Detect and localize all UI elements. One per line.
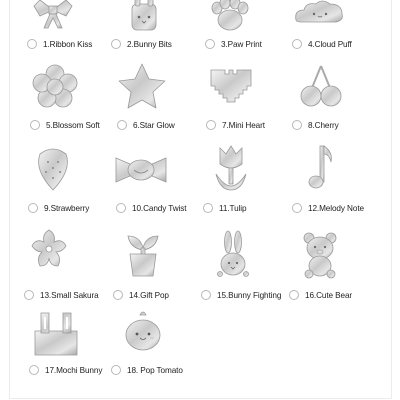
radio-button[interactable] (117, 120, 127, 130)
radio-button[interactable] (113, 290, 123, 300)
radio-button[interactable] (111, 39, 121, 49)
radio-button[interactable] (111, 365, 121, 375)
radio-button[interactable] (292, 203, 302, 213)
option-small-sakura[interactable] (24, 287, 99, 303)
star-charm-icon (107, 58, 177, 118)
option-label: 3.Paw Print (221, 39, 262, 49)
radio-button[interactable] (289, 290, 299, 300)
option-melody-note[interactable] (292, 200, 364, 216)
option-mini-heart[interactable] (206, 117, 265, 133)
radio-button[interactable] (29, 365, 39, 375)
option-pop-tomato[interactable] (111, 362, 183, 378)
option-label: 14.Gift Pop (129, 290, 169, 300)
option-label: 10.Candy Twist (132, 203, 187, 213)
radio-button[interactable] (27, 39, 37, 49)
option-cute-bear[interactable] (289, 287, 352, 303)
option-paw-print[interactable] (205, 36, 262, 52)
option-ribbon-kiss[interactable] (27, 36, 92, 52)
tulip-charm-icon (196, 138, 266, 198)
option-star-glow[interactable] (117, 117, 175, 133)
option-cherry[interactable] (292, 117, 339, 133)
sprout-pot-charm-icon (108, 224, 178, 284)
option-label: 18. Pop Tomato (127, 365, 183, 375)
option-label: 15.Bunny Fighting (217, 290, 282, 300)
tomato-charm-icon (108, 303, 178, 363)
option-strawberry[interactable] (28, 200, 89, 216)
radio-button[interactable] (24, 290, 34, 300)
radio-button[interactable] (292, 120, 302, 130)
option-gift-pop[interactable] (113, 287, 169, 303)
radio-button[interactable] (205, 39, 215, 49)
flower-charm-icon (20, 58, 90, 118)
option-tulip[interactable] (203, 200, 246, 216)
radio-button[interactable] (206, 120, 216, 130)
option-label: 17.Mochi Bunny (45, 365, 103, 375)
radio-button[interactable] (28, 203, 38, 213)
cloud-charm-icon (284, 0, 354, 36)
cherry-charm-icon (286, 58, 356, 118)
option-label: 6.Star Glow (133, 120, 175, 130)
option-label: 5.Blossom Soft (46, 120, 100, 130)
option-label: 8.Cherry (308, 120, 339, 130)
option-label: 7.Mini Heart (222, 120, 265, 130)
candy-charm-icon (106, 140, 176, 200)
radio-button[interactable] (30, 120, 40, 130)
option-bunny-bits[interactable] (111, 36, 172, 52)
option-label: 4.Cloud Puff (308, 39, 352, 49)
bow-charm-icon (18, 0, 88, 38)
sakura-charm-icon (14, 222, 84, 282)
radio-button[interactable] (116, 203, 126, 213)
option-candy-twist[interactable] (116, 200, 186, 216)
bunny-face-charm-icon (109, 0, 179, 40)
option-bunny-fighting[interactable] (201, 287, 281, 303)
option-label: 12.Melody Note (308, 203, 364, 213)
option-label: 9.Strawberry (44, 203, 90, 213)
bear-charm-icon (285, 224, 355, 284)
option-blossom-soft[interactable] (30, 117, 100, 133)
option-label: 2.Bunny Bits (127, 39, 172, 49)
option-label: 11.Tulip (219, 203, 247, 213)
mochi-bunny-charm-icon (21, 303, 91, 363)
radio-button[interactable] (292, 39, 302, 49)
bunny-charm-icon (198, 224, 268, 284)
option-label: 1.Ribbon Kiss (43, 39, 93, 49)
strawberry-charm-icon (18, 138, 88, 198)
radio-button[interactable] (201, 290, 211, 300)
pixel-heart-charm-icon (196, 58, 266, 118)
option-label: 13.Small Sakura (40, 290, 99, 300)
option-mochi-bunny[interactable] (29, 362, 102, 378)
music-note-charm-icon (285, 138, 355, 198)
option-cloud-puff[interactable] (292, 36, 352, 52)
radio-button[interactable] (203, 203, 213, 213)
option-label: 16.Cute Bear (305, 290, 353, 300)
paw-charm-icon (195, 0, 265, 36)
